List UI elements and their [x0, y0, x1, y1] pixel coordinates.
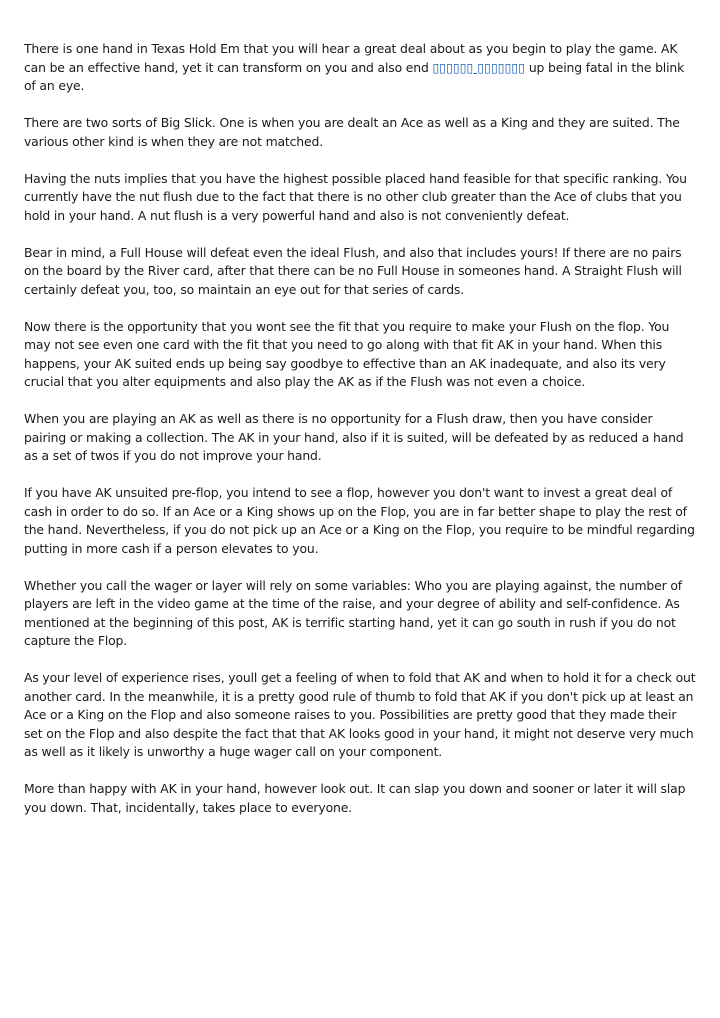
article-body — [24, 40, 698, 836]
paragraph-8: Whether you call the wager or layer will rely on some variables: Who you are playing against, the number of players are left in the video game at the time of the raise, and your degree of ability and self-confidence. As mentioned at the beginning of this post, AK is terrific starting hand, yet it can go south in rush if you do not capture the Flop. — [24, 577, 682, 648]
paragraph-7: If you have AK unsuited pre-flop, you intend to see a flop, however you don't want to invest a great deal of cash in order to do so. If an Ace or a King shows up on the Flop, you are in far better shape to play the rest of the hand. Nevertheless, if you do not pick up an Ace or a King on the Flop, you require to be mindful regarding putting in more cash if a person elevates to you. — [24, 485, 695, 556]
paragraph-10: More than happy with AK in your hand, however look out. It can slap you down and sooner or later it will slap you down. That, incidentally, takes place to everyone. — [24, 781, 686, 815]
paragraph-4: Bear in mind, a Full House will defeat even the ideal Flush, and also that includes yours! If there are no pairs on the board by the River card, after that there can be no Full House in someones hand. A Straight Flush will certainly defeat you, too, so maintain an eye out for that series of cards. — [24, 244, 682, 297]
inline-link[interactable]: ▯▯▯▯▯▯ ▯▯▯▯▯▯▯ — [432, 59, 526, 75]
paragraph-6: When you are playing an AK as well as there is no opportunity for a Flush draw, then you have consider pairing or making a collection. The AK in your hand, also if it is suited, will be defeated by as reduced a hand as a set of twos if you do not improve your hand. — [24, 411, 684, 463]
paragraph-9: As your level of experience rises, youll get a feeling of when to fold that AK and when to hold it for a check out another card. In the meanwhile, it is a pretty good rule of thumb to fold that AK if you don't pick up at least an Ace or a King on the Flop and also someone raises to you. Possibilities are pretty good that they made their set on the Flop and also despite the fact that that AK looks good in your hand, it might not deserve very much as well as it likely is unworthy a huge wager call on your component. — [24, 670, 696, 759]
paragraph-2: There are two sorts of Big Slick. One is when you are dealt an Ace as well as a King and they are suited. The various other kind is when they are not matched. — [24, 115, 680, 149]
paragraph-1 — [24, 40, 698, 96]
paragraph-3: Having the nuts implies that you have the highest possible placed hand feasible for that specific ranking. You currently have the nut flush due to the fact that there is no other club greater than the Ace of clubs that you hold in your hand. A nut flush is a very powerful hand and also is not conveniently defeat. — [24, 170, 687, 223]
paragraph-1-text-before: There is one hand in Texas Hold Em that you will hear a great deal about as you begin to play the game. AK can be an effective hand, yet it can transform on you and also end — [24, 41, 678, 75]
paragraph-5: Now there is the opportunity that you wont see the fit that you require to make your Flush on the flop. You may not see even one card with the fit that you need to go along with that fit AK in your hand. When this happens, your AK suited ends up being say goodbye to effective than an AK inadequate, and also its very crucial that you alter equipments and also play the AK as if the Flush was not even a choice. — [24, 318, 670, 389]
paragraph-1-text-after: up being fatal in the blink of an eye. — [24, 59, 685, 93]
